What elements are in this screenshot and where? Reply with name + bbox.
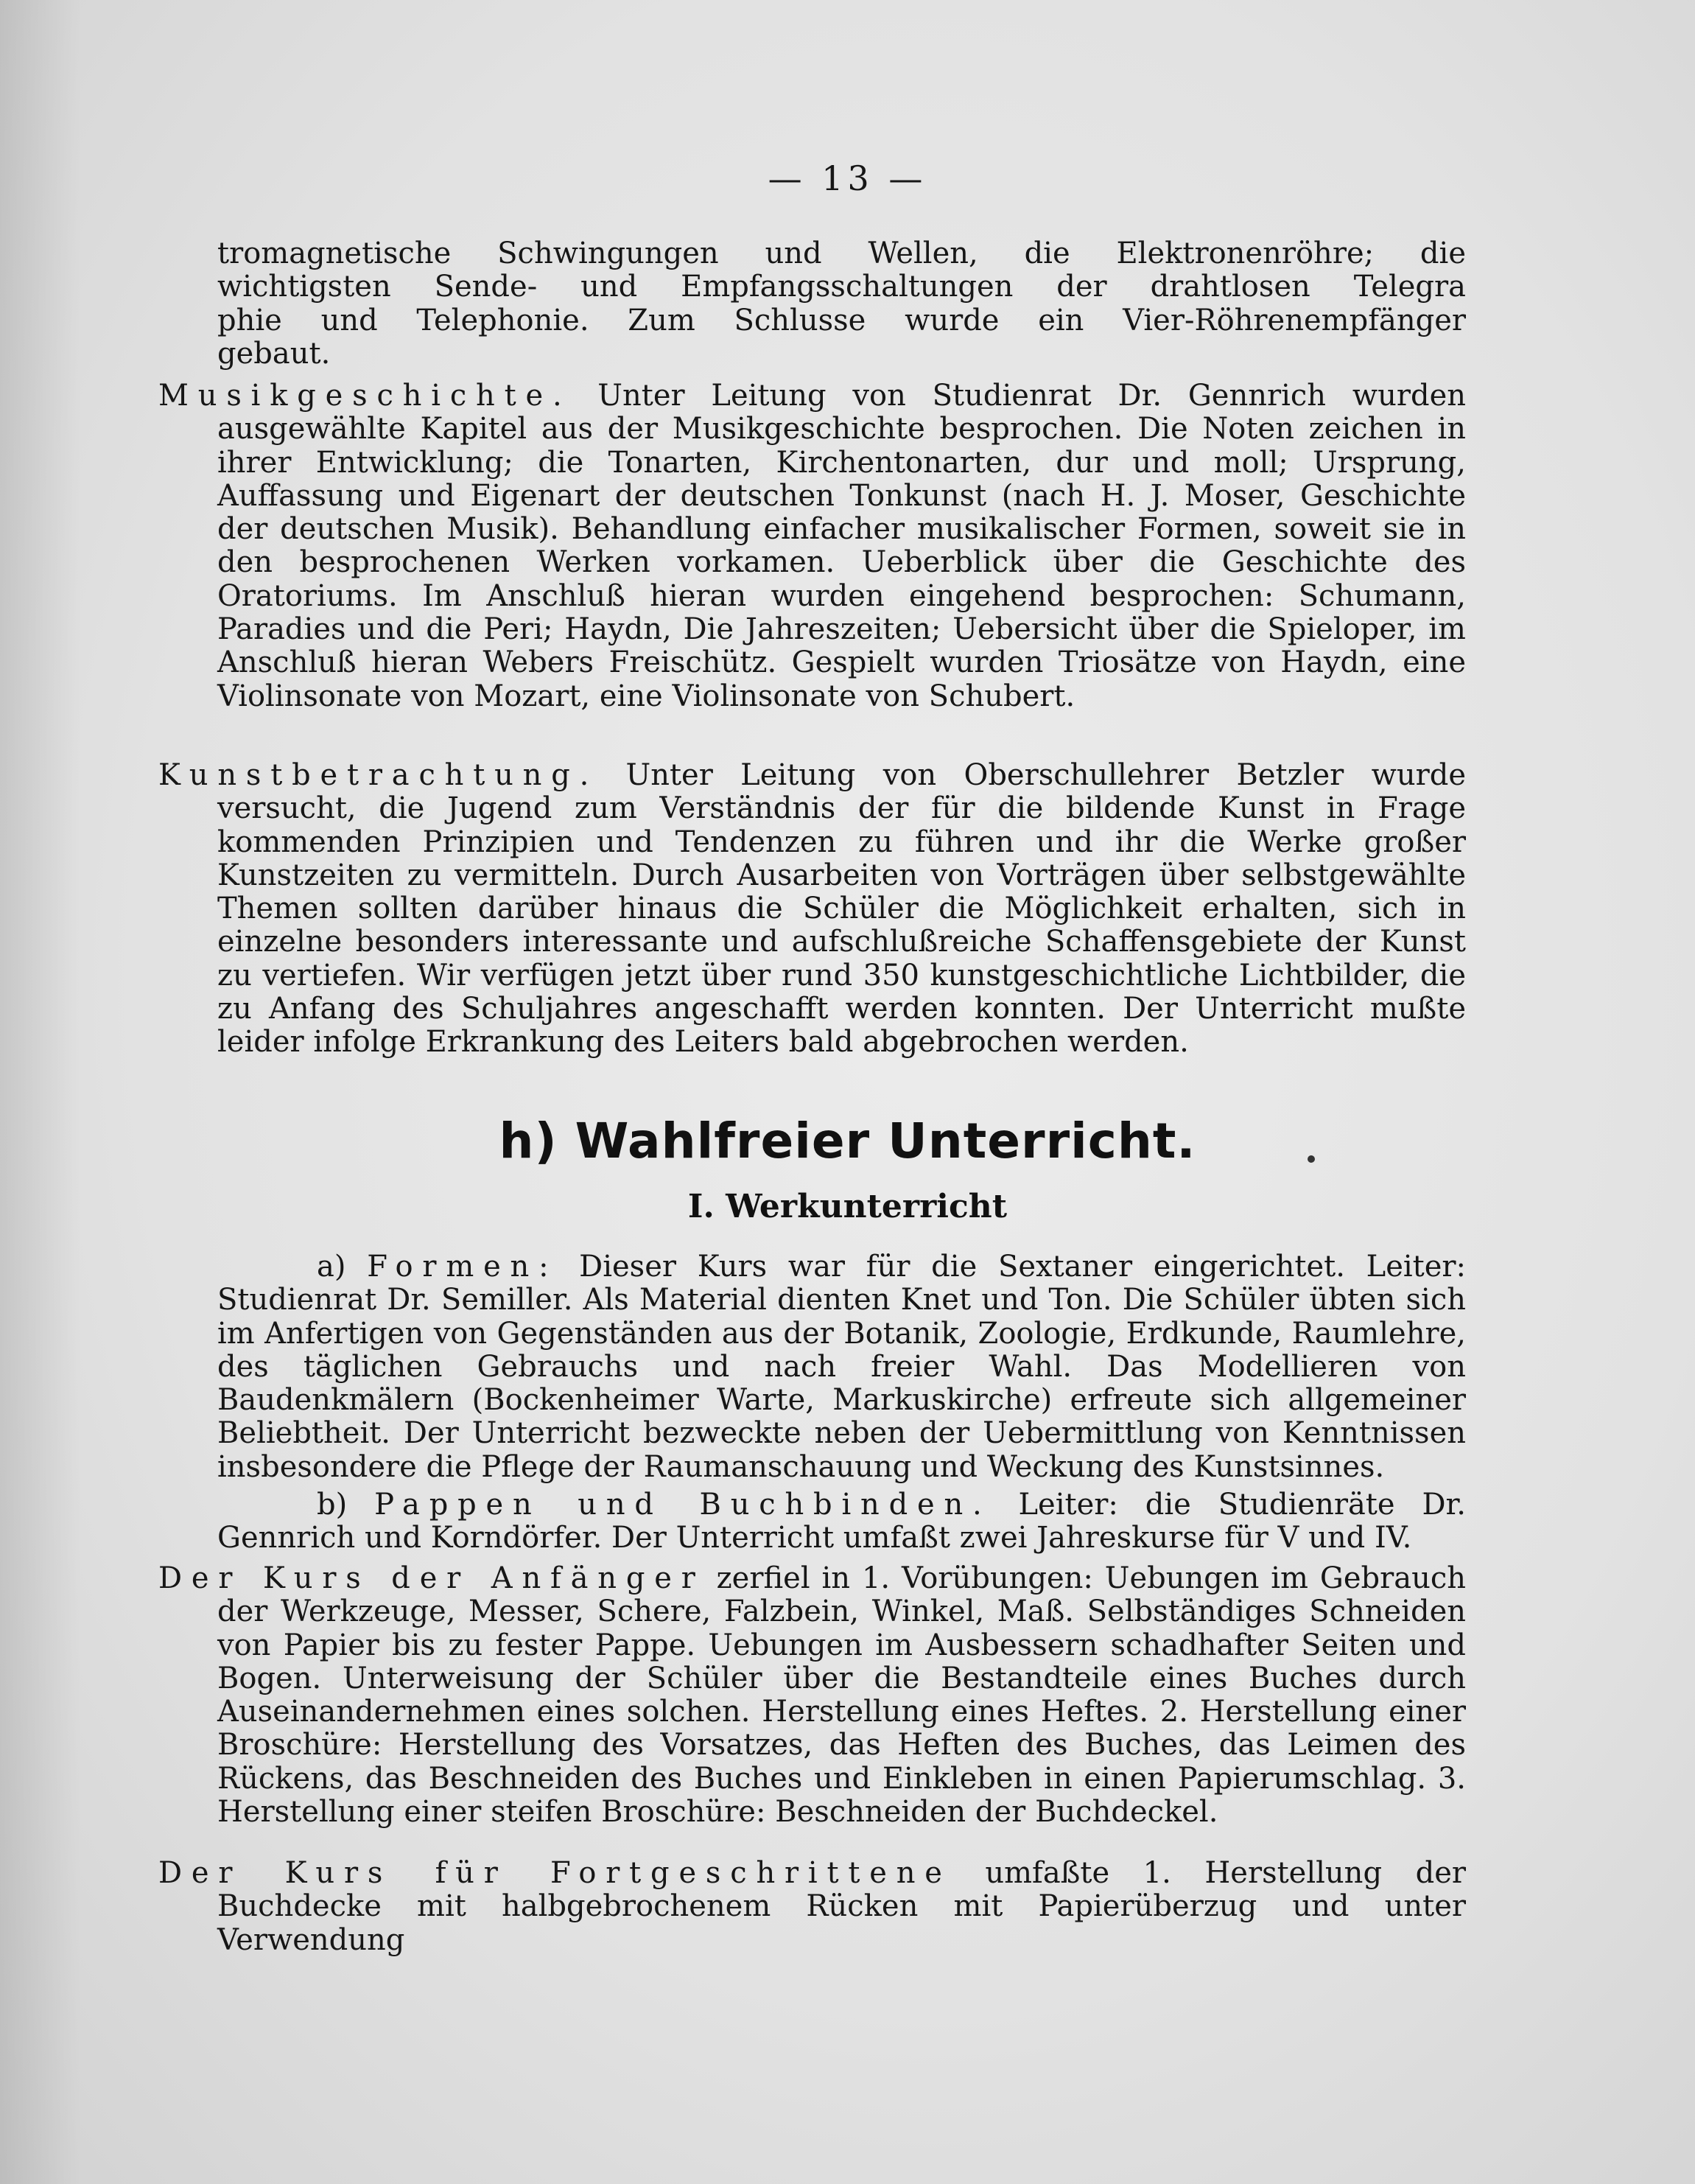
section-formen [217,1250,1466,1484]
section-text-fortgeschrittene: umfaßte 1. Herstellung der Buchdecke mit halbgebrochenem Rücken mit Papierüberzug und unter Verwendung [217,1856,1466,1957]
item-prefix: b) [317,1488,348,1522]
text-line: phie und Telephonie. Zum Schlusse wurde ein Vier-Röhrenempfänger [217,303,1466,337]
section-head-pappen: Pappen und Buchbinden. [374,1488,992,1522]
item-prefix: a) [317,1250,346,1284]
section-kunstbetrachtung [158,758,1466,1060]
page-number: — 13 — [768,158,927,198]
text-line: wichtigsten Sende- und Empfangsschaltungen der drahtlosen Telegra [217,270,1466,304]
section-text-musikgeschichte: Unter Leitung von Studienrat Dr. Gennrich wurden ausgewählte Kapitel aus der Musikgeschichte besprochen. Die Noten zeichen in ihrer Entwicklung; die Tonarten, Kirchentonarten, dur und moll; Ursprung, Auffassung und Eigenart der deutschen Tonkunst (nach H. J. Moser, Geschichte der deutschen Musik). Behandlung einfacher musikalischer Formen, soweit sie in den besprochenen Werken vorkamen. Ueberblick über die Geschichte des Oratoriums. Im Anschluß hieran wurden eingehend besprochen: Schumann, Paradies und die Peri; Haydn, Die Jahreszeiten; Uebersicht über die Spieloper, im Anschluß hieran Webers Freischütz. Gespielt wurden Triosätze von Haydn, eine Violinsonate von Mozart, eine Violinsonate von Schubert. [217,379,1467,713]
heading-werkunterricht: I. Werkunterricht [687,1188,1008,1225]
section-fortgeschrittene [158,1856,1466,1957]
section-head-kunstbetrachtung: Kunstbetrachtung. [158,758,599,792]
section-text-pappen: Leiter: die Studienräte Dr. Gennrich und Korndörfer. Der Unterricht umfaßt zwei Jahreskurse für V und IV. [217,1488,1466,1555]
section-head-musikgeschichte: Musikgeschichte. [158,379,572,413]
section-head-anfaenger: Der Kurs der Anfänger [158,1561,705,1595]
section-anfaenger [158,1561,1466,1830]
section-text-anfaenger: zerfiel in 1. Vorübungen: Uebungen im Gebrauch der Werkzeuge, Messer, Schere, Falzbein, Winkel, Maß. Selbständiges Schneiden von Papier bis zu fester Pappe. Uebungen im Ausbessern schadhafter Seiten und Bogen. Unterweisung der Schüler über die Bestandteile eines Buches durch Auseinandernehmen eines solchen. Herstellung eines Heftes. 2. Herstellung einer Broschüre: Herstellung des Vorsatzes, das Heften des Buches, das Leimen des Rückens, das Beschneiden des Buches und Einkleben in einen Papierumschlag. 3. Herstellung einer steifen Broschüre: Beschneiden der Buchdeckel. [217,1561,1466,1830]
heading-wahlfreier-unterricht: h) Wahlfreier Unterricht. [499,1113,1196,1169]
paragraph-continuation [217,237,1466,371]
section-text-formen: Dieser Kurs war für die Sextaner eingerichtet. Leiter: Studienrat Dr. Semiller. Als Material dienten Knet und Ton. Die Schüler übten sich im Anfertigen von Gegenständen aus der Botanik, Zoologie, Erdkunde, Raumlehre, des täglichen Gebrauchs und nach freier Wahl. Das Modellieren von Baudenkmälern (Bockenheimer Warte, Markuskirche) erfreute sich allgemeiner Beliebtheit. Der Unterricht bezweckte neben der Uebermittlung von Kenntnissen insbesondere die Pflege der Raumanschauung und Weckung des Kunstsinnes. [217,1250,1467,1484]
page-edge-shadow [0,0,81,2184]
section-text-kunstbetrachtung: Unter Leitung von Oberschullehrer Betzler wurde versucht, die Jugend zum Verständnis der für die bildende Kunst in Frage kommenden Prinzipien und Tendenzen zu führen und ihr die Werke großer Kunstzeiten zu vermitteln. Durch Ausarbeiten von Vorträgen über selbstgewählte Themen sollten darüber hinaus die Schüler die Möglichkeit erhalten, sich in einzelne besonders interessante und aufschlußreiche Schaffensgebiete der Kunst zu vertiefen. Wir verfügen jetzt über rund 350 kunstgeschichtliche Lichtbilder, die zu Anfang des Schuljahres angeschafft werden konnten. Der Unterricht mußte leider infolge Erkrankung des Leiters bald abgebrochen werden. [217,758,1466,1060]
ink-speck [1308,1155,1315,1163]
section-head-formen: Formen: [367,1250,558,1284]
text-line: gebaut. [217,336,331,371]
text-line: tromagnetische Schwingungen und Wellen, die Elektronenröhre; die [217,237,1466,270]
section-head-fortgeschrittene: Der Kurs für Fortgeschrittene [158,1856,952,1890]
section-musikgeschichte [158,379,1467,713]
section-pappen [217,1488,1466,1555]
